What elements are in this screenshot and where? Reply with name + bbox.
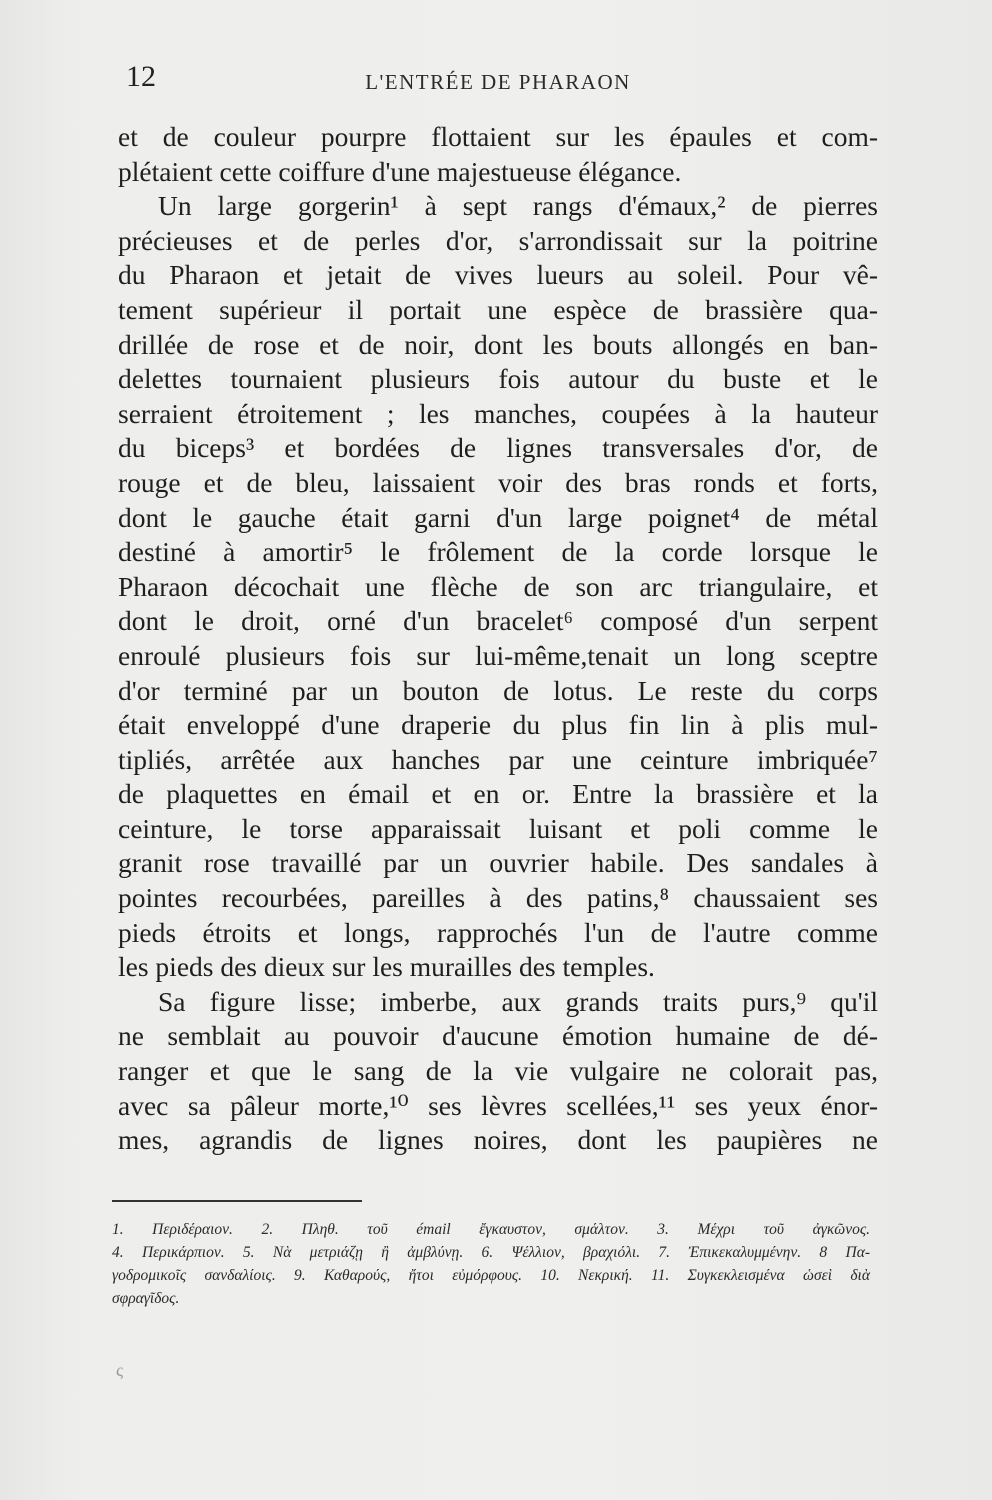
text-line: dont le droit, orné d'un bracelet⁶ composé d'un serpent [118,605,878,637]
page-header [118,58,878,98]
text-line: mes, agrandis de lignes noires, dont les paupières ne [118,1124,878,1156]
text-line: tement supérieur il portait une espèce de brassière qua- [118,293,878,325]
text-line: du Pharaon et jetait de vives lueurs au soleil. Pour vê- [118,259,878,291]
text-line: plétaient cette coiffure d'une majestueuse élégance. [118,155,682,187]
text-line: ne semblait au pouvoir d'aucune émotion humaine de dé- [118,1020,878,1052]
text-line: de plaquettes en émail et en or. Entre la brassière et la [118,778,878,810]
footnote-line: 4. Περικάρπιον. 5. Νὰ μετριάζῃ ἢ ἀμβλύνῃ. 6. Ψέλλιον, βραχιόλι. 7. Ἐπικεκαλυμμένην. 8 Πα- [112,1244,870,1261]
footnotes [112,1218,870,1310]
text-line: serraient étroitement ; les manches, coupées à la hauteur [118,397,878,429]
text-line: précieuses et de perles d'or, s'arrondissait sur la poitrine [118,224,878,256]
text-line: et de couleur pourpre flottaient sur les épaules et com- [118,121,878,152]
text-line: avec sa pâleur morte,¹⁰ ses lèvres scellées,¹¹ ses yeux énor- [118,1089,878,1121]
text-line: du biceps³ et bordées de lignes transversales d'or, de [118,432,878,464]
text-line: Un large gorgerin¹ à sept rangs d'émaux,² de pierres [158,190,878,222]
body-text [118,120,878,1158]
text-line: pieds étroits et longs, rapprochés l'un de l'autre comme [118,916,878,948]
text-line: rouge et de bleu, laissaient voir des bras ronds et forts, [118,466,878,498]
text-line: delettes tournaient plusieurs fois autour du buste et le [118,363,878,395]
text-line: ranger et que le sang de la vie vulgaire ne colorait pas, [118,1055,878,1087]
text-line: était enveloppé d'une draperie du plus fin lin à plis mul- [118,709,878,741]
text-line: tipliés, arrêtée aux hanches par une ceinture imbriquée⁷ [118,743,878,775]
footnote-line: σφραγῖδος. [112,1290,180,1307]
text-line: les pieds des dieux sur les murailles des temples. [118,951,655,983]
text-line: pointes recourbées, pareilles à des patins,⁸ chaussaient ses [118,882,878,914]
running-title: L'ENTRÉE DE PHARAON [365,70,631,94]
text-line: Sa figure lisse; imberbe, aux grands traits purs,⁹ qu'il [158,985,878,1017]
text-line: enroulé plusieurs fois sur lui-même,tenait un long sceptre [118,639,878,671]
text-line: drillée de rose et de noir, dont les bouts allongés en ban- [118,328,878,360]
page-number: 12 [126,60,156,93]
pencil-mark: ς [116,1360,124,1380]
text-line: dont le gauche était garni d'un large poignet⁴ de métal [118,501,878,533]
text-line: d'or terminé par un bouton de lotus. Le reste du corps [118,674,878,706]
text-line: Pharaon décochait une flèche de son arc triangulaire, et [118,570,878,602]
footnote-divider [112,1200,362,1202]
text-line: destiné à amortir⁵ le frôlement de la corde lorsque le [118,536,878,568]
footnote-line: 1. Περιδέραιον. 2. Πληθ. τοῦ émail ἔγκαυστον, σμάλτον. 3. Μέχρι τοῦ ἀγκῶνος. [112,1221,870,1238]
footnote-line: γοδρομικοῖς σανδαλίοις. 9. Καθαρούς, ἤτοι εὐμόρφους. 10. Νεκρική. 11. Συγκεκλεισμένα ὡσεὶ διὰ [112,1267,870,1284]
text-line: ceinture, le torse apparaissait luisant et poli comme le [118,812,878,844]
text-line: granit rose travaillé par un ouvrier habile. Des sandales à [118,847,878,879]
